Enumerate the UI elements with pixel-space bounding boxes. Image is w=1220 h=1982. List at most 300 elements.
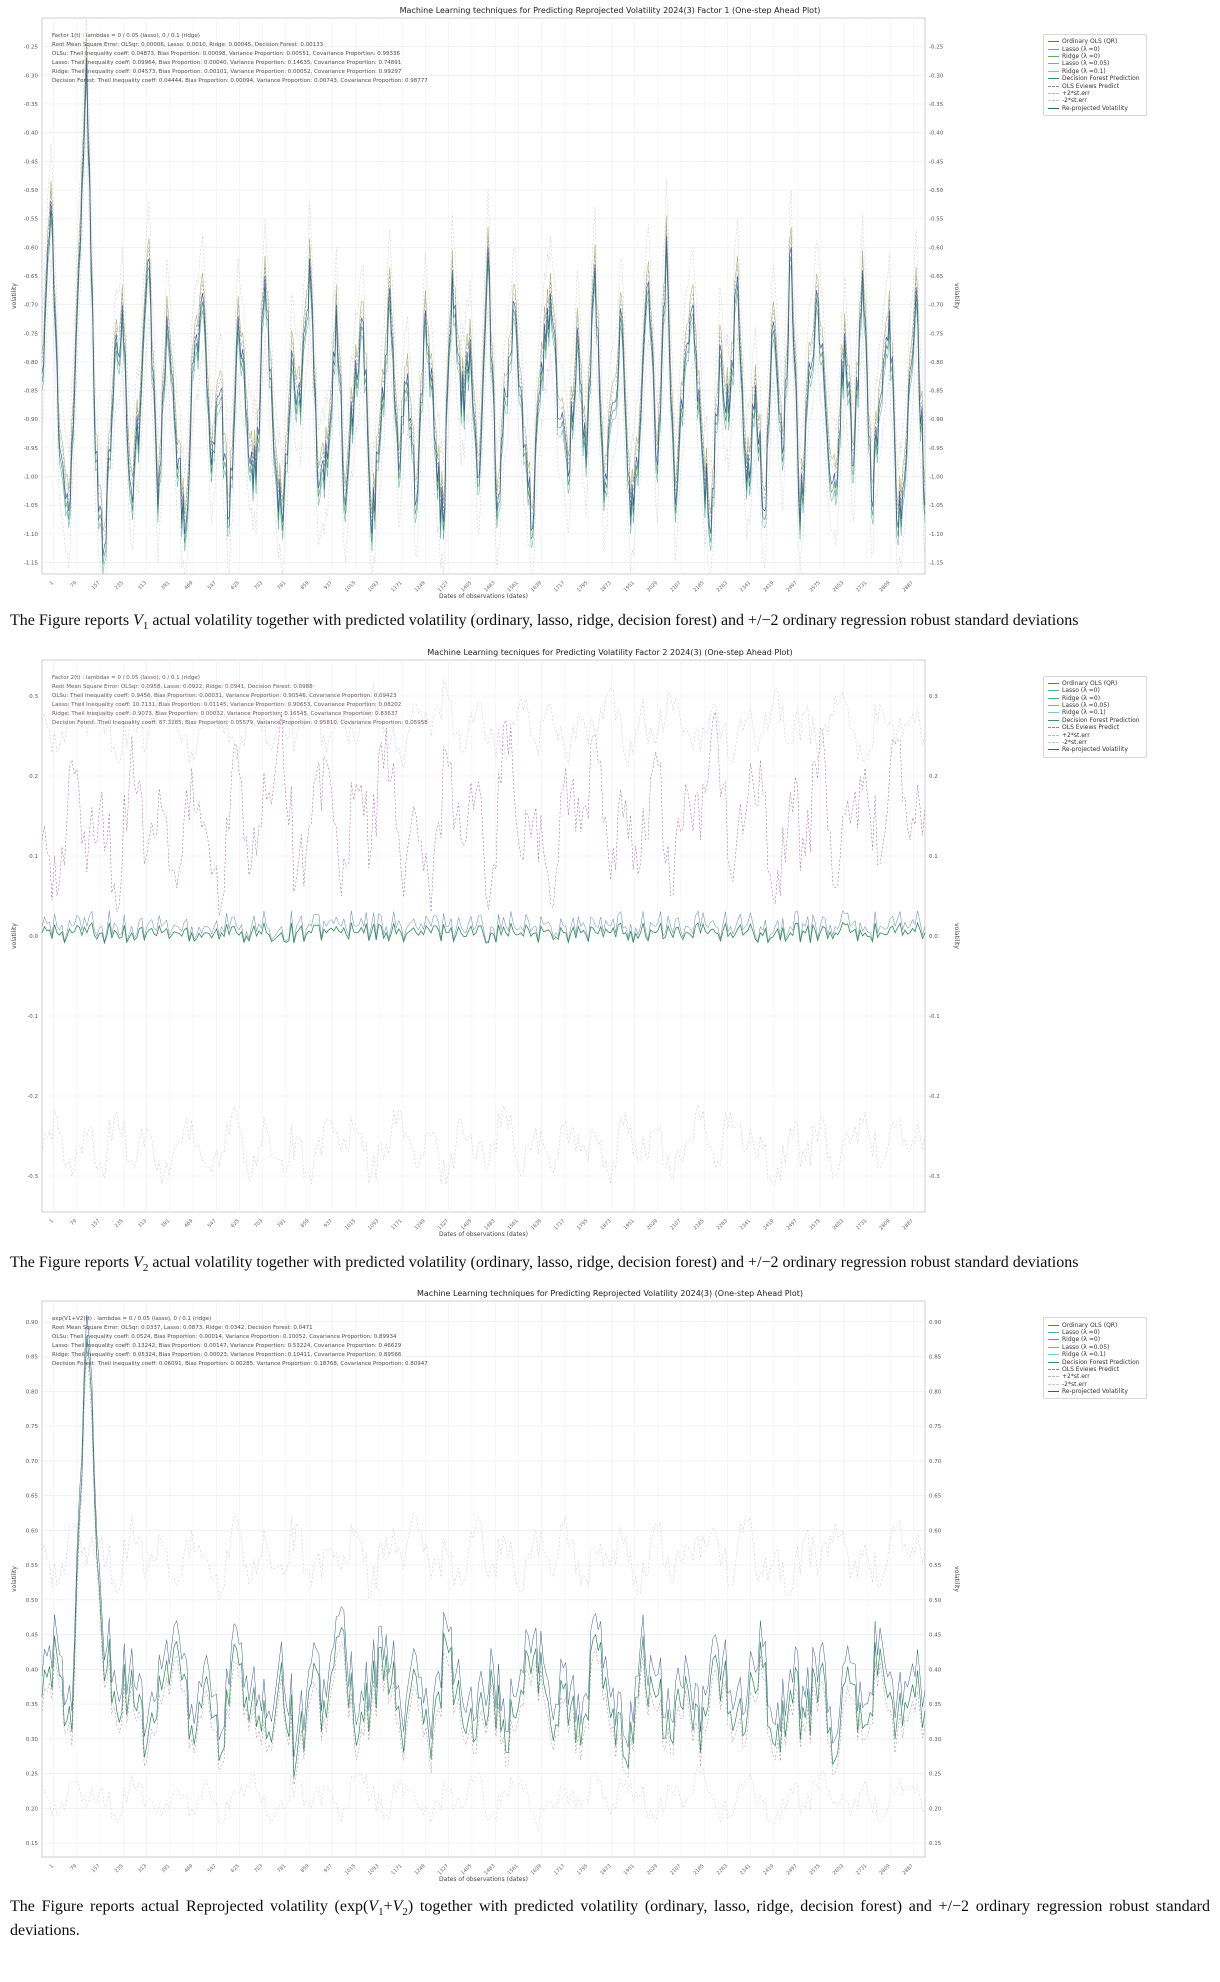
x-tick-label: 2731 (855, 580, 869, 594)
stats-annotation-line: Lasso: Theil Inequality coeff: 0.13242, Bias Proportion: 0.00147, Variance Proportion: 0.53224, Covariance Proportion: 0.46629 (52, 1343, 402, 1350)
chart-title: Machine Learning techniques for Predicting Reprojected Volatility 2024(3) (One-step Ahead Plot) (416, 1289, 803, 1299)
stats-annotations (52, 674, 428, 728)
x-tick-label: 2497 (785, 580, 799, 594)
x-tick-label: 1093 (367, 580, 381, 594)
legend-line-icon (1048, 1332, 1059, 1333)
y-tick-label: 0.35 (929, 1702, 942, 1709)
legend-line-icon (1048, 1391, 1059, 1392)
x-tick-label: 2107 (669, 1217, 683, 1232)
y-tick-label: -0.3 (27, 1173, 38, 1180)
legend-line-icon (1048, 742, 1059, 743)
x-tick-label: 703 (253, 1217, 265, 1229)
y-tick-label: 0.40 (25, 1667, 38, 1674)
x-axis-title: Dates of observations (dates) (439, 1876, 528, 1884)
y-tick-label: 0.15 (25, 1841, 38, 1848)
y-tick-label: -0.40 (23, 130, 38, 137)
legend-label: Lasso (λ =0) (1062, 45, 1100, 53)
legend-label: Ridge (λ =0) (1062, 1336, 1101, 1344)
legend-item (1048, 680, 1140, 687)
x-tick-label: 2419 (762, 1217, 776, 1232)
caption-segment: V (133, 612, 143, 629)
legend-item (1048, 105, 1140, 112)
legend-line-icon (1048, 93, 1059, 94)
y-tick-label: -0.65 (929, 273, 944, 280)
x-tick-label: 2497 (785, 1863, 799, 1877)
y-tick-label: -0.75 (23, 331, 38, 338)
x-tick-label: 2107 (669, 580, 683, 594)
x-tick-label: 2341 (738, 1863, 753, 1877)
y-tick-label: 0.85 (929, 1355, 942, 1362)
y-tick-label: -1.00 (23, 474, 38, 481)
y-tick-label: 0.20 (929, 1806, 942, 1813)
caption-segment: ) together with predicted volatility (ordinary, lasso, ridge, decision forest) and +/−2 ordinary regression robust standard deviations. (10, 1898, 1210, 1940)
x-tick-label: 1249 (413, 1217, 427, 1232)
x-tick-label: 2653 (831, 1217, 846, 1232)
x-tick-label: 781 (276, 580, 288, 592)
legend-line-icon (1048, 1347, 1059, 1348)
legend-item (1048, 1329, 1140, 1336)
legend-label: Ordinary OLS (QR) (1062, 38, 1118, 46)
y-axis-title: volatility (11, 1566, 18, 1593)
legend-line-icon (1048, 690, 1059, 691)
x-tick-label: 1171 (390, 1217, 404, 1232)
legend-label: Re-projected Volatility (1062, 1388, 1128, 1396)
x-tick-label: 391 (160, 580, 172, 592)
legend-line-icon (1048, 1339, 1059, 1340)
x-tick-label: 859 (299, 1217, 311, 1229)
caption-segment: actual volatility together with predicted volatility (ordinary, lasso, ridge, decision forest) and +/−2 ordinary regression robust standard deviations (148, 612, 1079, 629)
legend-item (1048, 53, 1140, 60)
y-tick-label: -0.85 (23, 388, 38, 395)
y-tick-label: 0.70 (929, 1459, 942, 1466)
y-tick-label: -0.70 (929, 302, 944, 309)
y-tick-label: 0.65 (25, 1494, 38, 1501)
y-tick-label: 0.50 (25, 1598, 38, 1605)
legend-line-icon (1048, 1369, 1059, 1370)
legend-item (1048, 1344, 1140, 1351)
y-tick-label: 0.2 (29, 773, 38, 780)
legend-item (1048, 1366, 1140, 1373)
x-tick-label: 469 (183, 1217, 195, 1229)
y-tick-label: 0.75 (929, 1424, 942, 1431)
y-tick-label: -0.60 (929, 245, 944, 252)
legend-item (1048, 1358, 1140, 1365)
y-tick-label: 0.20 (25, 1806, 38, 1813)
stats-annotation-line: Ridge: Theil Inequality coeff: 0.9073, Bias Proportion: 0.00032, Variance Proportion: 0.16545, Covariance Proportion: 0.83637 (52, 710, 398, 717)
legend-item (1048, 1351, 1140, 1358)
y-tick-label: 0.80 (25, 1389, 38, 1396)
x-tick-label: 2887 (901, 1217, 915, 1232)
x-tick-label: 1717 (552, 580, 567, 594)
stats-annotation-line: Factor 2(t) : lambdas = 0 / 0.05 (lasso), 0 / 0.1 (ridge) (52, 674, 200, 681)
legend-line-icon (1048, 108, 1059, 109)
caption-segment: 2 (142, 1261, 149, 1274)
x-axis-title: Dates of observations (dates) (439, 593, 528, 600)
stats-annotation-line: Ridge: Theil Inequality coeff: 0.05324, Bias Proportion: 0.00023, Variance Proportion: 0.10411, Covariance Proportion: 0.89566 (52, 1352, 402, 1359)
x-tick-label: 2419 (762, 1863, 776, 1877)
y-tick-label: -0.40 (929, 130, 944, 137)
y-axis-title: volatility (953, 283, 960, 309)
x-tick-label: 937 (322, 1217, 334, 1229)
legend-item (1048, 1336, 1140, 1343)
stats-annotation-line: Ridge: Theil Inequality coeff: 0.04573, Bias Proportion: 0.00101, Variance Proportion: 0.00052, Covariance Proportion: 0.99297 (52, 69, 402, 75)
chart-canvas (11, 660, 1065, 1258)
legend-line-icon (1048, 71, 1059, 72)
legend-box (1043, 676, 1147, 758)
figure-factor1 (0, 0, 1220, 600)
caption-segment: 2 (402, 1906, 408, 1919)
legend-item (1048, 90, 1140, 97)
legend-item (1048, 694, 1140, 701)
legend-label: Lasso (λ =0) (1062, 1328, 1100, 1336)
x-tick-label: 1795 (576, 1217, 590, 1232)
stats-annotation-line: Lasso: Theil Inequality coeff: 10.7131, Bias Proportion: 0.01145, Variance Proportion: 0.90653, Covariance Proportion: 0.08202 (52, 701, 402, 708)
x-tick-label: 2419 (762, 580, 776, 594)
x-tick-label: 1 (48, 580, 56, 587)
stats-annotation-line: exp(V1+V2)(t) : lambdas = 0 / 0.05 (lasso), 0 / 0.1 (ridge) (52, 1316, 212, 1323)
legend-item (1048, 1373, 1140, 1380)
legend-line-icon (1048, 735, 1059, 736)
y-tick-label: 0.55 (929, 1563, 942, 1570)
y-tick-label: 0.3 (929, 693, 938, 700)
x-tick-label: 391 (160, 1863, 172, 1875)
x-tick-label: 1 (48, 1863, 56, 1871)
legend-line-icon (1048, 720, 1059, 721)
x-tick-label: 1873 (599, 1863, 613, 1877)
x-tick-label: 1483 (483, 1217, 497, 1232)
x-tick-label: 2263 (715, 1863, 729, 1877)
x-tick-label: 1327 (436, 1863, 451, 1877)
x-tick-label: 937 (322, 1863, 334, 1875)
chart-title: Machine Learning tecniques for Predicting Volatility Factor 2 2024(3) (One-step Ahead Plot) (427, 647, 793, 657)
legend-item (1048, 1321, 1140, 1328)
stats-annotations (52, 1315, 428, 1369)
legend-label: OLS Eviews Predict (1062, 724, 1120, 732)
caption-segment: V (368, 1898, 379, 1916)
y-tick-label: 0.85 (25, 1355, 38, 1362)
x-tick-label: 547 (206, 580, 218, 592)
y-tick-label: -0.45 (929, 159, 944, 166)
stats-annotation-line: OLSu: Theil Inequality coeff: 0.9456, Bias Proportion: 0.00031, Variance Proportion: 0.90546, Covariance Proportion: 0.09423 (52, 692, 397, 699)
legend-label: OLS Eviews Predict (1062, 82, 1120, 90)
y-tick-label: 0.15 (929, 1841, 942, 1848)
y-axis-title: volatility (11, 283, 18, 309)
chart-canvas (11, 18, 1065, 620)
y-tick-label: -0.35 (929, 101, 944, 108)
legend-item (1048, 1388, 1140, 1395)
y-tick-label: -0.85 (929, 388, 944, 395)
y-tick-label: 0.45 (25, 1633, 38, 1640)
x-tick-label: 2653 (831, 1863, 846, 1877)
stats-annotation-line: Decision Forest: Theil Inequality coeff: 87.3285, Bias Proportion: 0.05579, Variance Proportion: 0.95810, Covariance Proportion: 0.05958 (52, 719, 428, 726)
x-tick-label: 1639 (529, 580, 544, 594)
y-tick-label: -0.25 (23, 44, 38, 51)
x-tick-label: 313 (136, 1863, 148, 1875)
legend-item (1048, 75, 1140, 82)
legend-label: Lasso (λ =0) (1062, 687, 1100, 695)
x-tick-label: 2263 (715, 580, 729, 594)
legend-label: +2*st.err (1062, 1373, 1090, 1381)
x-tick-label: 859 (299, 1863, 311, 1875)
x-tick-label: 2185 (692, 580, 706, 594)
x-tick-label: 2653 (831, 580, 846, 594)
x-tick-label: 1327 (436, 1217, 451, 1232)
x-tick-label: 2497 (785, 1217, 799, 1232)
y-tick-label: 0.90 (25, 1320, 38, 1327)
x-tick-label: 547 (206, 1863, 218, 1875)
y-axis-title: volatility (11, 922, 18, 949)
chart-canvas (11, 1301, 1065, 1903)
legend-line-icon (1048, 698, 1059, 699)
legend-label: Ridge (λ =0) (1062, 694, 1101, 702)
legend-label: Ordinary OLS (QR) (1062, 1321, 1118, 1329)
y-tick-label: -1.10 (23, 531, 38, 538)
y-tick-label: 0.1 (929, 853, 938, 860)
x-tick-label: 1249 (413, 1863, 427, 1877)
legend-item (1048, 68, 1140, 75)
x-tick-label: 1717 (552, 1863, 567, 1877)
stats-annotation-line: Root Mean Square Error: OLSqr: 0.0337, Lasso: 0.0873, Ridge: 0.0342, Decision Forest: 0.0471 (52, 1325, 313, 1332)
y-tick-label: -0.45 (23, 159, 38, 166)
x-tick-label: 1093 (367, 1217, 381, 1232)
x-tick-label: 1483 (483, 580, 497, 594)
legend-label: -2*st.err (1062, 97, 1087, 105)
y-tick-label: -0.2 (27, 1093, 38, 1100)
x-tick-label: 2809 (878, 1863, 892, 1877)
y-tick-label: -0.90 (929, 417, 944, 424)
legend-line-icon (1048, 1354, 1059, 1355)
x-tick-label: 2341 (738, 1217, 753, 1232)
legend-item (1048, 724, 1140, 731)
x-tick-label: 1951 (622, 580, 636, 594)
legend-line-icon (1048, 712, 1059, 713)
x-tick-label: 157 (90, 1217, 102, 1229)
y-tick-label: -0.95 (23, 445, 38, 452)
x-tick-label: 79 (69, 580, 79, 589)
legend-line-icon (1048, 86, 1059, 87)
x-tick-label: 2575 (808, 1217, 822, 1232)
legend-label: Re-projected Volatility (1062, 104, 1128, 112)
plot-area-factor1 (11, 18, 1065, 620)
x-tick-label: 157 (90, 580, 102, 592)
legend-line-icon (1048, 1362, 1059, 1363)
x-tick-label: 1561 (506, 580, 520, 594)
x-tick-label: 1561 (506, 1217, 520, 1232)
legend-line-icon (1048, 749, 1059, 750)
y-tick-label: 0.60 (929, 1528, 942, 1535)
x-tick-label: 2809 (878, 580, 892, 594)
y-tick-label: 0.50 (929, 1598, 942, 1605)
legend-item (1048, 739, 1140, 746)
x-tick-label: 781 (276, 1217, 288, 1229)
legend-label: +2*st.err (1062, 89, 1090, 97)
y-tick-label: -0.50 (929, 187, 944, 194)
x-tick-label: 1405 (460, 580, 474, 594)
y-tick-label: 0.90 (929, 1320, 942, 1327)
x-tick-label: 2029 (645, 1217, 660, 1232)
chart-title: Machine Learning techniques for Predicting Reprojected Volatility 2024(3) Factor 1 (One-step Ahead Plot) (399, 6, 821, 15)
legend-item (1048, 38, 1140, 45)
x-tick-label: 2887 (901, 1863, 915, 1877)
x-tick-label: 2263 (715, 1217, 729, 1232)
x-tick-label: 703 (253, 1863, 265, 1875)
stats-annotation-line: Root Mean Square Error: OLSqr: 0.00006, Lasso: 0.0010, Ridge: 0.00045, Decision Forest: 0.00133 (52, 42, 324, 48)
legend-label: Re-projected Volatility (1062, 746, 1128, 754)
legend-line-icon (1048, 1384, 1059, 1385)
caption-segment: The Figure reports (10, 1253, 134, 1271)
x-tick-label: 2809 (878, 1217, 892, 1232)
y-tick-label: -1.00 (929, 474, 944, 481)
y-tick-label: 0.65 (929, 1494, 942, 1501)
legend-label: +2*st.err (1062, 731, 1090, 739)
legend-line-icon (1048, 63, 1059, 64)
legend-line-icon (1048, 56, 1059, 57)
y-tick-label: -0.75 (929, 331, 944, 338)
legend-line-icon (1048, 705, 1059, 706)
x-tick-label: 2341 (738, 580, 753, 594)
x-tick-label: 1561 (506, 1863, 520, 1877)
legend-label: Ridge (λ =0.1) (1062, 709, 1106, 717)
y-tick-label: 0.75 (25, 1424, 38, 1431)
x-tick-label: 469 (183, 580, 195, 592)
caption-segment: V (392, 1898, 403, 1916)
x-tick-label: 625 (229, 1863, 241, 1875)
y-tick-label: -0.90 (23, 417, 38, 424)
legend-item (1048, 97, 1140, 104)
caption-segment: 1 (378, 1906, 384, 1919)
x-tick-label: 1795 (576, 580, 590, 594)
legend-item (1048, 731, 1140, 738)
y-tick-label: -0.30 (929, 73, 944, 80)
x-axis-title: Dates of observations (dates) (439, 1230, 528, 1238)
legend-label: -2*st.err (1062, 739, 1087, 747)
legend-label: Ridge (λ =0.1) (1062, 1351, 1106, 1359)
x-tick-label: 391 (160, 1217, 172, 1229)
y-tick-label: 0.2 (929, 773, 938, 780)
y-tick-label: -0.95 (929, 445, 944, 452)
x-tick-label: 1405 (460, 1217, 474, 1232)
legend-item (1048, 45, 1140, 52)
y-tick-label: -0.30 (23, 73, 38, 80)
x-tick-label: 1639 (529, 1863, 544, 1877)
x-tick-label: 625 (229, 1217, 241, 1229)
legend-line-icon (1048, 1325, 1059, 1326)
x-tick-label: 469 (183, 1863, 195, 1875)
y-tick-label: 0.45 (929, 1633, 942, 1640)
x-tick-label: 1015 (343, 1863, 358, 1877)
x-tick-label: 2575 (808, 1863, 822, 1877)
x-tick-label: 157 (90, 1863, 102, 1875)
caption-segment: 1 (142, 620, 149, 633)
stats-annotation-line: OLSu: Theil Inequality coeff: 0.0524, Bias Proportion: 0.00014, Variance Proportion: 0.10052, Covariance Proportion: 0.89934 (52, 1334, 397, 1341)
x-tick-label: 1795 (576, 1863, 590, 1877)
x-tick-label: 313 (136, 1217, 148, 1229)
legend-line-icon (1048, 49, 1059, 50)
stats-annotation-line: Lasso: Theil Inequality coeff: 0.09964, Bias Proportion: 0.00040, Variance Proportion: 0.14635, Covariance Proportion: 0.74891 (52, 60, 402, 66)
x-tick-label: 547 (206, 1217, 218, 1229)
x-tick-label: 79 (69, 1863, 79, 1873)
x-tick-label: 1717 (552, 1217, 567, 1232)
x-tick-label: 1 (48, 1217, 56, 1225)
legend-box (1043, 1317, 1147, 1399)
legend-item (1048, 1381, 1140, 1388)
x-tick-label: 235 (113, 1863, 125, 1875)
x-tick-label: 1327 (436, 580, 451, 594)
y-tick-label: -1.15 (929, 560, 944, 567)
stats-annotation-line: Decision Forest: Theil Inequality coeff: 0.04444, Bias Proportion: 0.00094, Variance Proportion: 0.00743, Covariance Proportion: 0.98777 (52, 78, 428, 84)
legend-label: OLS Eviews Predict (1062, 1365, 1120, 1373)
legend-line-icon (1048, 683, 1059, 684)
y-tick-label: -0.3 (929, 1173, 940, 1180)
x-tick-label: 1873 (599, 1217, 613, 1232)
x-tick-label: 2575 (808, 580, 822, 594)
legend-label: Lasso (λ =0.05) (1062, 702, 1110, 710)
x-tick-label: 1951 (622, 1863, 636, 1877)
stats-annotation-line: Decision Forest: Theil Inequality coeff: 0.06091, Bias Proportion: 0.00285, Variance Proportion: 0.18768, Covariance Proportion: 0.80947 (52, 1361, 428, 1368)
legend-item (1048, 60, 1140, 67)
y-tick-label: -0.80 (23, 359, 38, 366)
x-tick-label: 2107 (669, 1863, 683, 1877)
legend-label: Decision Forest Prediction (1062, 75, 1140, 83)
x-tick-label: 2731 (855, 1217, 869, 1232)
x-tick-label: 859 (299, 580, 311, 592)
legend-item (1048, 717, 1140, 724)
legend-item (1048, 702, 1140, 709)
x-tick-label: 1951 (622, 1217, 636, 1232)
y-tick-label: -0.70 (23, 302, 38, 309)
x-tick-label: 1639 (529, 1217, 544, 1232)
x-tick-label: 2185 (692, 1863, 706, 1877)
y-tick-label: 0.60 (25, 1528, 38, 1535)
legend-label: -2*st.err (1062, 1380, 1087, 1388)
figure-factor2 (0, 642, 1220, 1242)
y-tick-label: 0.25 (929, 1772, 942, 1779)
y-tick-label: 0.55 (25, 1563, 38, 1570)
y-tick-label: -0.35 (23, 101, 38, 108)
y-tick-label: -0.1 (929, 1013, 940, 1020)
y-tick-label: 0.70 (25, 1459, 38, 1466)
y-tick-label: -0.25 (929, 44, 944, 51)
legend-line-icon (1048, 100, 1059, 101)
legend-item (1048, 746, 1140, 753)
y-tick-label: -1.10 (929, 531, 944, 538)
x-tick-label: 313 (136, 580, 148, 592)
x-tick-label: 1015 (343, 580, 358, 594)
caption-segment: The Figure reports actual Reprojected volatility (exp( (10, 1898, 369, 1916)
x-tick-label: 781 (276, 1863, 288, 1875)
x-tick-label: 1873 (599, 580, 613, 594)
stats-annotations (52, 32, 428, 86)
legend-label: Decision Forest Prediction (1062, 716, 1140, 724)
y-tick-label: -1.15 (23, 560, 38, 567)
x-tick-label: 1015 (343, 1217, 358, 1232)
x-tick-label: 703 (253, 580, 265, 592)
legend-item (1048, 709, 1140, 716)
x-tick-label: 79 (69, 1217, 79, 1227)
y-tick-label: -0.1 (27, 1013, 38, 1020)
x-tick-label: 235 (113, 1217, 125, 1229)
legend-line-icon (1048, 41, 1059, 42)
y-tick-label: 0.25 (25, 1772, 38, 1779)
y-tick-label: -0.55 (929, 216, 944, 223)
x-tick-label: 1171 (390, 580, 404, 594)
y-tick-label: 0.40 (929, 1667, 942, 1674)
y-tick-label: 0.30 (25, 1737, 38, 1744)
y-tick-label: -1.05 (23, 503, 38, 510)
legend-line-icon (1048, 78, 1059, 79)
legend-label: Decision Forest Prediction (1062, 1358, 1140, 1366)
y-tick-label: -0.80 (929, 359, 944, 366)
